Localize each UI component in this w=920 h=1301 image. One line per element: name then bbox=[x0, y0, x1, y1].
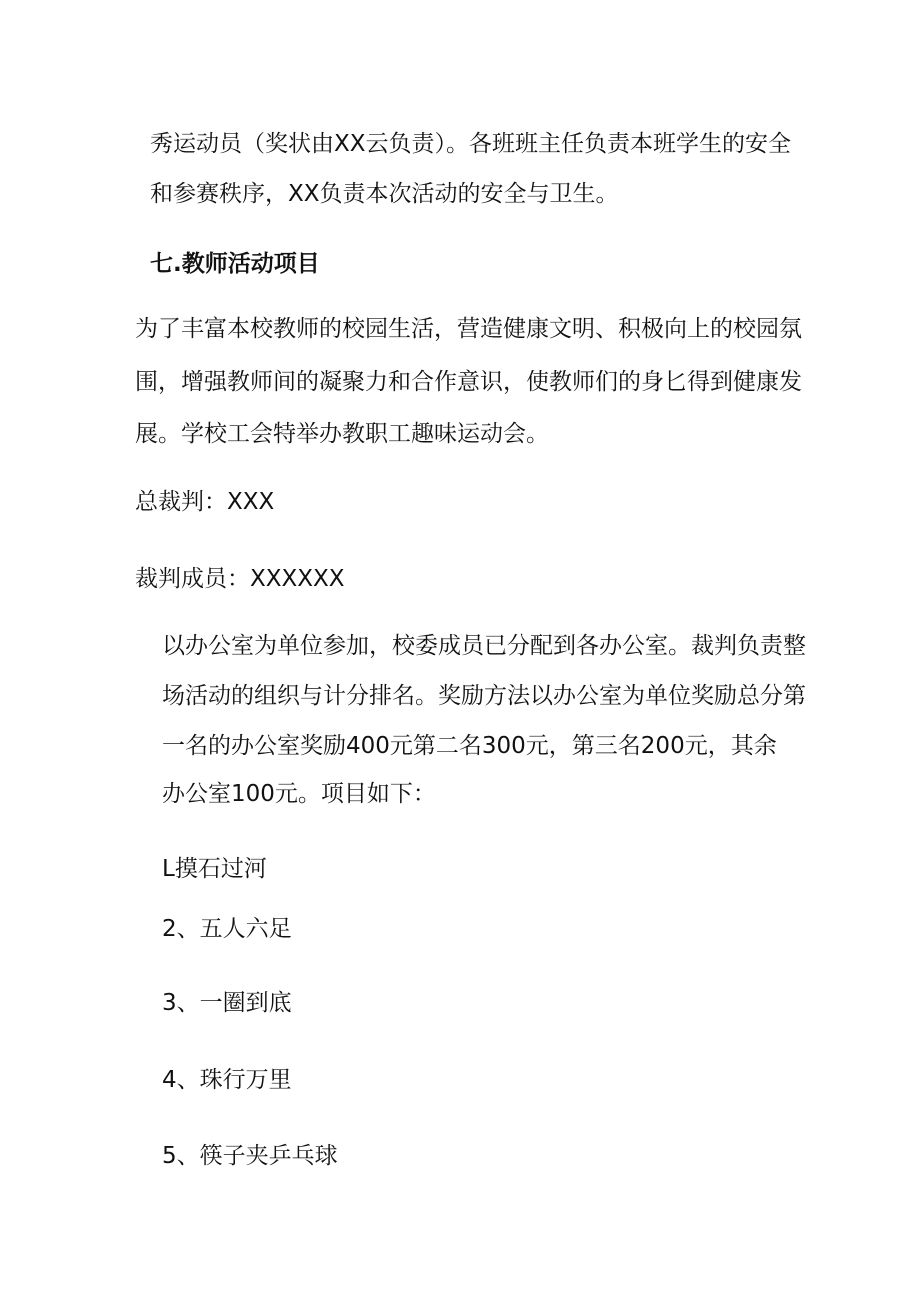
rules-line-3: 一名的办公室奖励400元第二名300元，第三名200元，其余 bbox=[162, 733, 777, 759]
rules-line-2: 场活动的组织与计分排名。奖励方法以办公室为单位奖励总分第 bbox=[162, 683, 806, 709]
event-item-2: 2、五人六足 bbox=[162, 916, 292, 942]
event-item-5: 5、筷子夹乒乓球 bbox=[162, 1143, 338, 1169]
continuation-line-2: 和参赛秩序，XX负责本次活动的安全与卫生。 bbox=[150, 181, 619, 207]
intro-line-3: 展。学校工会特举办教职工趣味运动会。 bbox=[135, 421, 549, 447]
continuation-line-1: 秀运动员（奖状由XX云负责）。各班班主任负责本班学生的安全 bbox=[150, 131, 792, 157]
intro-line-2: 围，增强教师间的凝聚力和合作意识，使教师们的身匕得到健康发 bbox=[135, 369, 802, 395]
intro-line-1: 为了丰富本校教师的校园生活，营造健康文明、积极向上的校园氛 bbox=[135, 316, 802, 342]
referee-members: 裁判成员：XXXXXX bbox=[135, 566, 345, 592]
chief-referee: 总裁判：XXX bbox=[135, 489, 275, 515]
event-item-4: 4、珠行万里 bbox=[162, 1067, 292, 1093]
rules-line-4: 办公室100元。项目如下： bbox=[162, 781, 436, 807]
event-item-3: 3、一圈到底 bbox=[162, 990, 292, 1016]
rules-line-1: 以办公室为单位参加，校委成员已分配到各办公室。裁判负责整 bbox=[162, 633, 806, 659]
section-heading: 七.教师活动项目 bbox=[150, 251, 320, 277]
event-item-1: L摸石过河 bbox=[162, 856, 267, 882]
